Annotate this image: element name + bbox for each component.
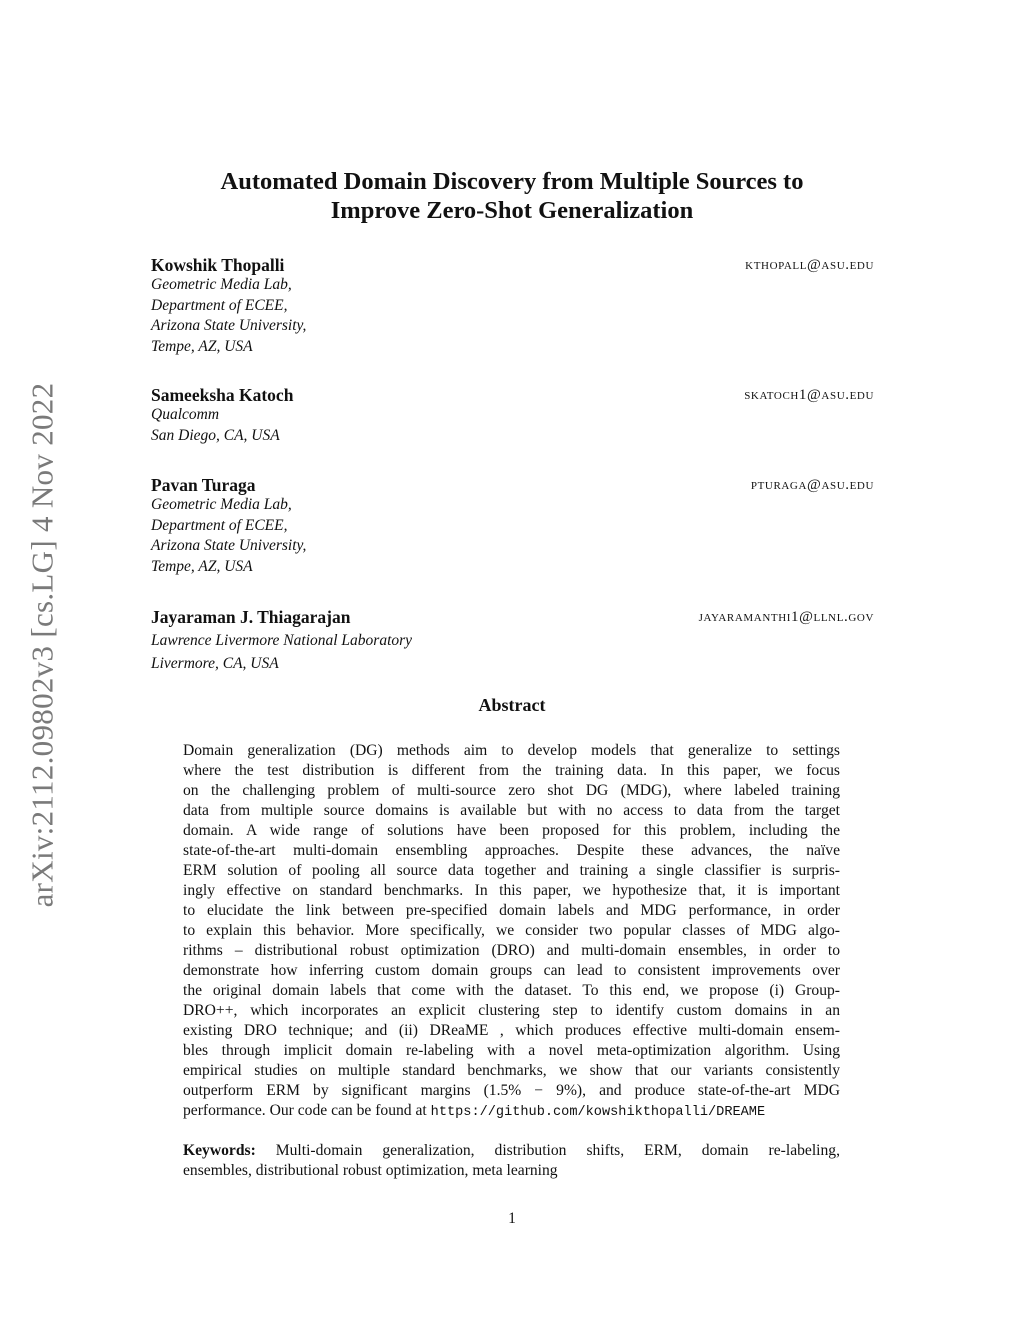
keywords-line-1	[183, 1141, 840, 1161]
abstract-line: on the challenging problem of multi-source zero shot DG (MDG), where labeled training	[183, 782, 840, 799]
author-affiliation-line: Tempe, AZ, USA	[151, 557, 253, 575]
abstract-line: state-of-the-art multi-domain ensembling approaches. Despite these advances, the naïve	[183, 842, 840, 859]
abstract-line: DRO++, which incorporates an explicit clustering step to identify custom domains in an	[183, 1002, 840, 1019]
abstract-line: rithms – distributional robust optimization (DRO) and multi-domain ensembles, in order to	[183, 942, 840, 959]
arxiv-watermark	[14, 360, 70, 930]
keywords-text-1: Multi-domain generalization, distribution shifts, ERM, domain re-labeling,	[275, 1142, 840, 1159]
abstract-line: empirical studies on multiple standard benchmarks, we show that our variants consistently	[183, 1062, 840, 1079]
author-affiliation-line: Qualcomm	[151, 406, 220, 423]
keywords	[183, 1141, 840, 1181]
author-name: Sameeksha Katoch	[151, 385, 294, 405]
abstract-line: ERM solution of pooling all source data together and training a single classifier is surpris-	[183, 862, 840, 879]
author-name: Pavan Turaga	[151, 475, 256, 495]
author-affiliation-line: Department of ECEE,	[151, 516, 288, 534]
author-email[interactable]: kthopall@asu.edu	[745, 257, 874, 273]
abstract-line: to elucidate the link between pre-specified domain labels and MDG performance, in order	[183, 902, 840, 919]
author-affiliation-line: Arizona State University,	[151, 537, 307, 554]
keywords-label: Keywords:	[183, 1142, 256, 1159]
arxiv-id: arXiv:2112.09802v3 [cs.LG] 4 Nov 2022	[24, 382, 60, 908]
abstract-line: bles through implicit domain re-labeling with a novel meta-optimization algorithm. Using	[183, 1042, 840, 1059]
title-line-1: Automated Domain Discovery from Multiple Sources to	[220, 168, 804, 195]
author-email[interactable]: pturaga@asu.edu	[750, 477, 874, 493]
abstract-line: data from multiple source domains is available but with no access to data from the target	[183, 802, 840, 819]
abstract-line: to explain this behavior. More specifically, we consider two popular classes of MDG algo-	[183, 922, 840, 939]
author-affiliation-line: Livermore, CA, USA	[151, 655, 279, 672]
author-name: Kowshik Thopalli	[151, 255, 285, 275]
author-affiliation-line: San Diego, CA, USA	[151, 426, 280, 444]
abstract-line: the original domain labels that come with the dataset. To this end, we propose (i) Group-	[183, 982, 840, 999]
author-affiliation-line: Geometric Media Lab,	[151, 496, 292, 513]
author-block	[151, 385, 874, 446]
abstract-line: demonstrate how inferring custom domain groups can lead to consistent improvements over	[183, 962, 840, 979]
abstract-line: ingly effective on standard benchmarks. In this paper, we hypothesize that, it is important	[183, 882, 840, 899]
abstract-last-text: performance. Our code can be found at	[183, 1102, 431, 1119]
author-block	[151, 475, 874, 577]
abstract-body	[183, 741, 840, 1123]
abstract-line-last	[183, 1101, 840, 1123]
author-affiliation-line: Geometric Media Lab,	[151, 276, 292, 293]
abstract-heading: Abstract	[478, 695, 546, 715]
author-affiliation-line: Lawrence Livermore National Laboratory	[151, 632, 413, 649]
author-affiliation-line: Tempe, AZ, USA	[151, 337, 253, 355]
page-number: 1	[508, 1210, 516, 1227]
abstract-line: domain. A wide range of solutions have been proposed for this problem, including the	[183, 822, 840, 839]
author-block	[151, 255, 874, 357]
author-block	[151, 607, 874, 675]
author-affiliation-line: Arizona State University,	[151, 317, 307, 334]
abstract-line: Domain generalization (DG) methods aim to develop models that generalize to settings	[183, 742, 840, 759]
author-affiliation-line: Department of ECEE,	[151, 296, 288, 314]
abstract-line: outperform ERM by significant margins (1.5% − 9%), and produce state-of-the-art MDG	[183, 1082, 840, 1099]
abstract-line: where the test distribution is different from the training data. In this paper, we focus	[183, 762, 840, 779]
abstract-line: existing DRO technique; and (ii) DReaME , which produces effective multi-domain ensem-	[183, 1022, 840, 1039]
title-line-2: Improve Zero-Shot Generalization	[330, 197, 694, 224]
author-name: Jayaraman J. Thiagarajan	[151, 607, 351, 627]
code-link[interactable]: https://github.com/kowshikthopalli/DREAME	[430, 1105, 766, 1120]
keywords-text-2: ensembles, distributional robust optimization, meta learning	[183, 1162, 558, 1179]
paper-title	[150, 167, 874, 225]
author-email[interactable]: jayaramanthi1@llnl.gov	[698, 609, 874, 625]
author-email[interactable]: skatoch1@asu.edu	[744, 387, 874, 403]
